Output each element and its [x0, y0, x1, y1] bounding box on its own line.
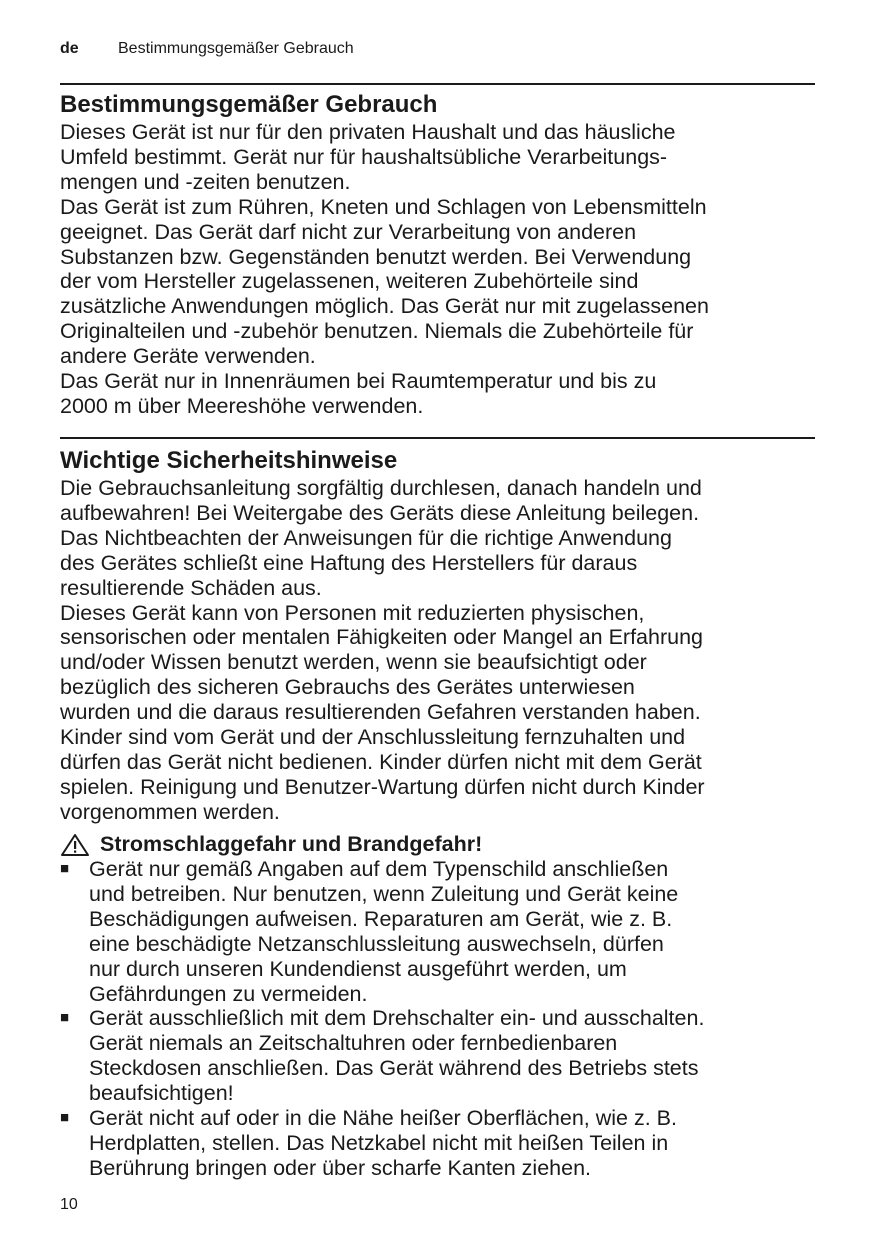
list-item-text: Gerät ausschließlich mit dem Drehschalter ein- und ausschalten. Gerät niemals an Zeitschaltuhren oder fernbedienbaren Steckdosen anschließen. Das Gerät während des Betriebs stets beaufsichtigen!	[89, 1006, 705, 1106]
paragraph: Dieses Gerät ist nur für den privaten Haushalt und das häusliche Umfeld bestimmt. Gerät nur für haushaltsübliche Verarbeitungs- mengen und -zeiten benutzen.	[60, 120, 676, 194]
paragraph: Dieses Gerät kann von Personen mit reduzierten physischen, sensorischen oder mentalen Fähigkeiten oder Mangel an Erfahrung und/oder Wissen benutzt werden, wenn sie beaufsichtigt oder bezüglich des sicheren Gebrauchs des Gerätes unterwiesen wurden und die daraus resultierenden Gefahren verstanden haben. Kinder sind vom Gerät und der Anschlussleitung fernzuhalten und dürfen das Gerät nicht bedienen. Kinder dürfen nicht mit dem Gerät spielen. Reinigung und Benutzer-Wartung dürfen nicht durch Kinder vorgenommen werden.	[60, 600, 705, 824]
list-item	[60, 1006, 820, 1106]
running-header-title: Bestimmungsgemäßer Gebrauch	[118, 40, 354, 57]
page-number: 10	[60, 1196, 78, 1213]
section-heading: Bestimmungsgemäßer Gebrauch	[60, 91, 438, 118]
warning-triangle-icon	[60, 833, 90, 857]
section-intended-use	[60, 90, 820, 419]
paragraph: Das Gerät nur in Innenräumen bei Raumtemperatur und bis zu 2000 m über Meereshöhe verwenden.	[60, 369, 657, 418]
bullet-square-icon: ■	[60, 1109, 70, 1127]
warning-title-text: Stromschlaggefahr und Brandgefahr!	[100, 832, 483, 856]
warning-list	[60, 857, 820, 1181]
list-item	[60, 1106, 820, 1181]
section-divider	[60, 437, 815, 439]
bullet-square-icon: ■	[60, 860, 70, 877]
paragraph: Das Gerät ist zum Rühren, Kneten und Schlagen von Lebensmitteln geeignet. Das Gerät darf nicht zur Verarbeitung von anderen Substanzen bzw. Gegenständen benutzt werden. Bei Verwendung der vom Hersteller zugelassenen, weiteren Zubehörteile sind zusätzliche Anwendungen möglich. Das Gerät nur mit zugelassenen Originalteilen und -zubehör benutzen. Niemals die Zubehörteile für andere Geräte verwenden.	[60, 194, 709, 369]
running-header	[60, 40, 354, 58]
section-divider	[60, 83, 815, 85]
list-item	[60, 857, 820, 1006]
warning-title	[60, 832, 820, 857]
section-heading: Wichtige Sicherheitshinweise	[60, 447, 398, 474]
bullet-square-icon: ■	[60, 1009, 70, 1027]
language-code: de	[60, 40, 79, 57]
paragraph: Die Gebrauchsanleitung sorgfältig durchlesen, danach handeln und aufbewahren! Bei Weitergabe des Geräts diese Anleitung beilegen. Das Nichtbeachten der Anweisungen für die richtige Anwendung des Gerätes schließt eine Haftung des Herstellers für daraus resultierende Schäden aus.	[60, 476, 702, 600]
section-safety-instructions	[60, 446, 820, 825]
list-item-text: Gerät nur gemäß Angaben auf dem Typenschild anschließen und betreiben. Nur benutzen, wenn Zuleitung und Gerät keine Beschädigungen aufweisen. Reparaturen am Gerät, wie z. B. eine beschädigte Netzanschlussleitung auswechseln, dürfen nur durch unseren Kundendienst ausgeführt werden, um Gefährdungen zu vermeiden.	[89, 857, 679, 1006]
warning-block	[60, 832, 820, 1181]
list-item-text: Gerät nicht auf oder in die Nähe heißer Oberflächen, wie z. B. Herdplatten, stellen. Das Netzkabel nicht mit heißen Teilen in Berührung bringen oder über scharfe Kanten ziehen.	[89, 1106, 677, 1180]
